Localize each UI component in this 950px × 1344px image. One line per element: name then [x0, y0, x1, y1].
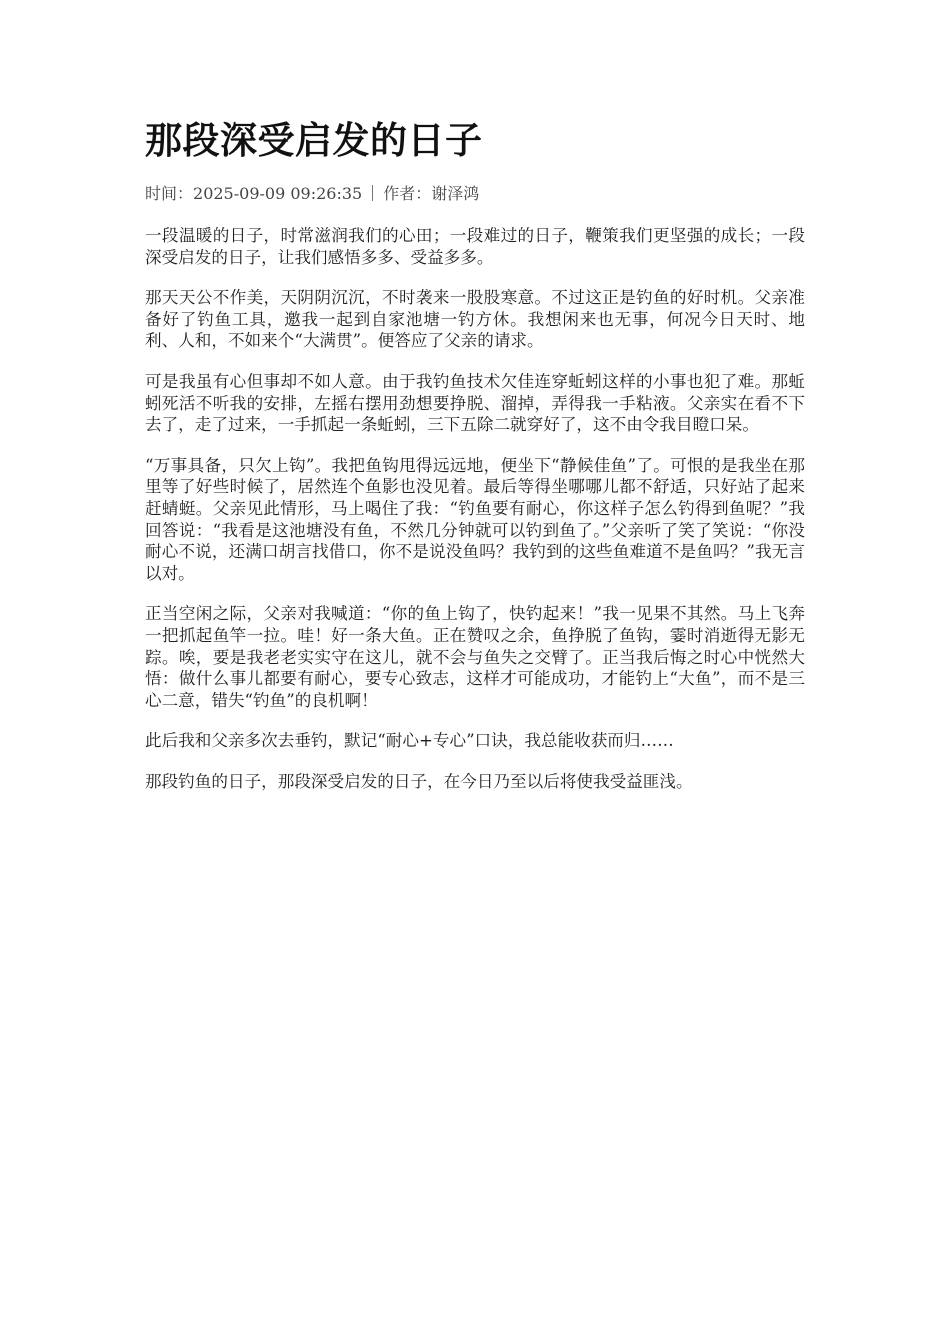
paragraph: 那天天公不作美，天阴阴沉沉，不时袭来一股股寒意。不过这正是钓鱼的好时机。父亲准备好了钓鱼工具，邀我一起到自家池塘一钓方休。我想闲来也无事，何况今日天时、地利、人和，不如来个“大满贯”。便答应了父亲的请求。 — [145, 288, 805, 351]
time-label: 时间： — [145, 184, 194, 203]
author-name: 谢泽鸿 — [431, 184, 480, 203]
paragraph: 正当空闲之际，父亲对我喊道：“你的鱼上钩了，快钓起来！”我一见果不其然。马上飞奔一把抓起鱼竿一拉。哇！好一条大鱼。正在赞叹之余，鱼挣脱了鱼钩，霎时消逝得无影无踪。唉，要是我老老实实守在这儿，就不会与鱼失之交臂了。正当我后悔之时心中恍然大悟：做什么事儿都要有耐心，要专心致志，这样才可能成功，才能钓上“大鱼”，而不是三心二意，错失“钓鱼”的良机啊！ — [145, 604, 805, 710]
paragraph: 此后我和父亲多次去垂钓，默记“耐心+专心”口诀，我总能收获而归…… — [145, 731, 674, 751]
article-body — [145, 225, 805, 792]
meta-divider — [372, 185, 373, 201]
paragraph: 可是我虽有心但事却不如人意。由于我钓鱼技术欠佳连穿蚯蚓这样的小事也犯了难。那蚯蚓死活不听我的安排，左摇右摆用劲想要挣脱、溜掉，弄得我一手粘液。父亲实在看不下去了，走了过来，一手抓起一条蚯蚓，三下五除二就穿好了，这不由令我目瞪口呆。 — [145, 371, 805, 435]
paragraph: 一段温暖的日子，时常滋润我们的心田；一段难过的日子，鞭策我们更坚强的成长；一段深受启发的日子，让我们感悟多多、受益多多。 — [145, 226, 805, 267]
publish-time: 2025-09-09 09:26:35 — [193, 184, 363, 203]
article — [145, 112, 805, 811]
paragraph: 那段钓鱼的日子，那段深受启发的日子，在今日乃至以后将使我受益匪浅。 — [145, 771, 693, 791]
author-label: 作者： — [383, 184, 432, 203]
article-title: 那段深受启发的日子 — [145, 118, 483, 162]
paragraph: “万事具备，只欠上钩”。我把鱼钩甩得远远地，便坐下“静候佳鱼”了。可恨的是我坐在那里等了好些时候了，居然连个鱼影也没见着。最后等得坐哪哪儿都不舒适，只好站了起来赶蜻蜓。父亲见此情形，马上喝住了我：“钓鱼要有耐心，你这样子怎么钓得到鱼呢？”我回答说：“我看是这池塘没有鱼，不然几分钟就可以钓到鱼了。”父亲听了笑了笑说：“你没耐心不说，还满口胡言找借口，你不是说没鱼吗？我钓到的这些鱼难道不是鱼吗？”我无言以对。 — [145, 455, 805, 583]
article-meta — [145, 182, 805, 206]
